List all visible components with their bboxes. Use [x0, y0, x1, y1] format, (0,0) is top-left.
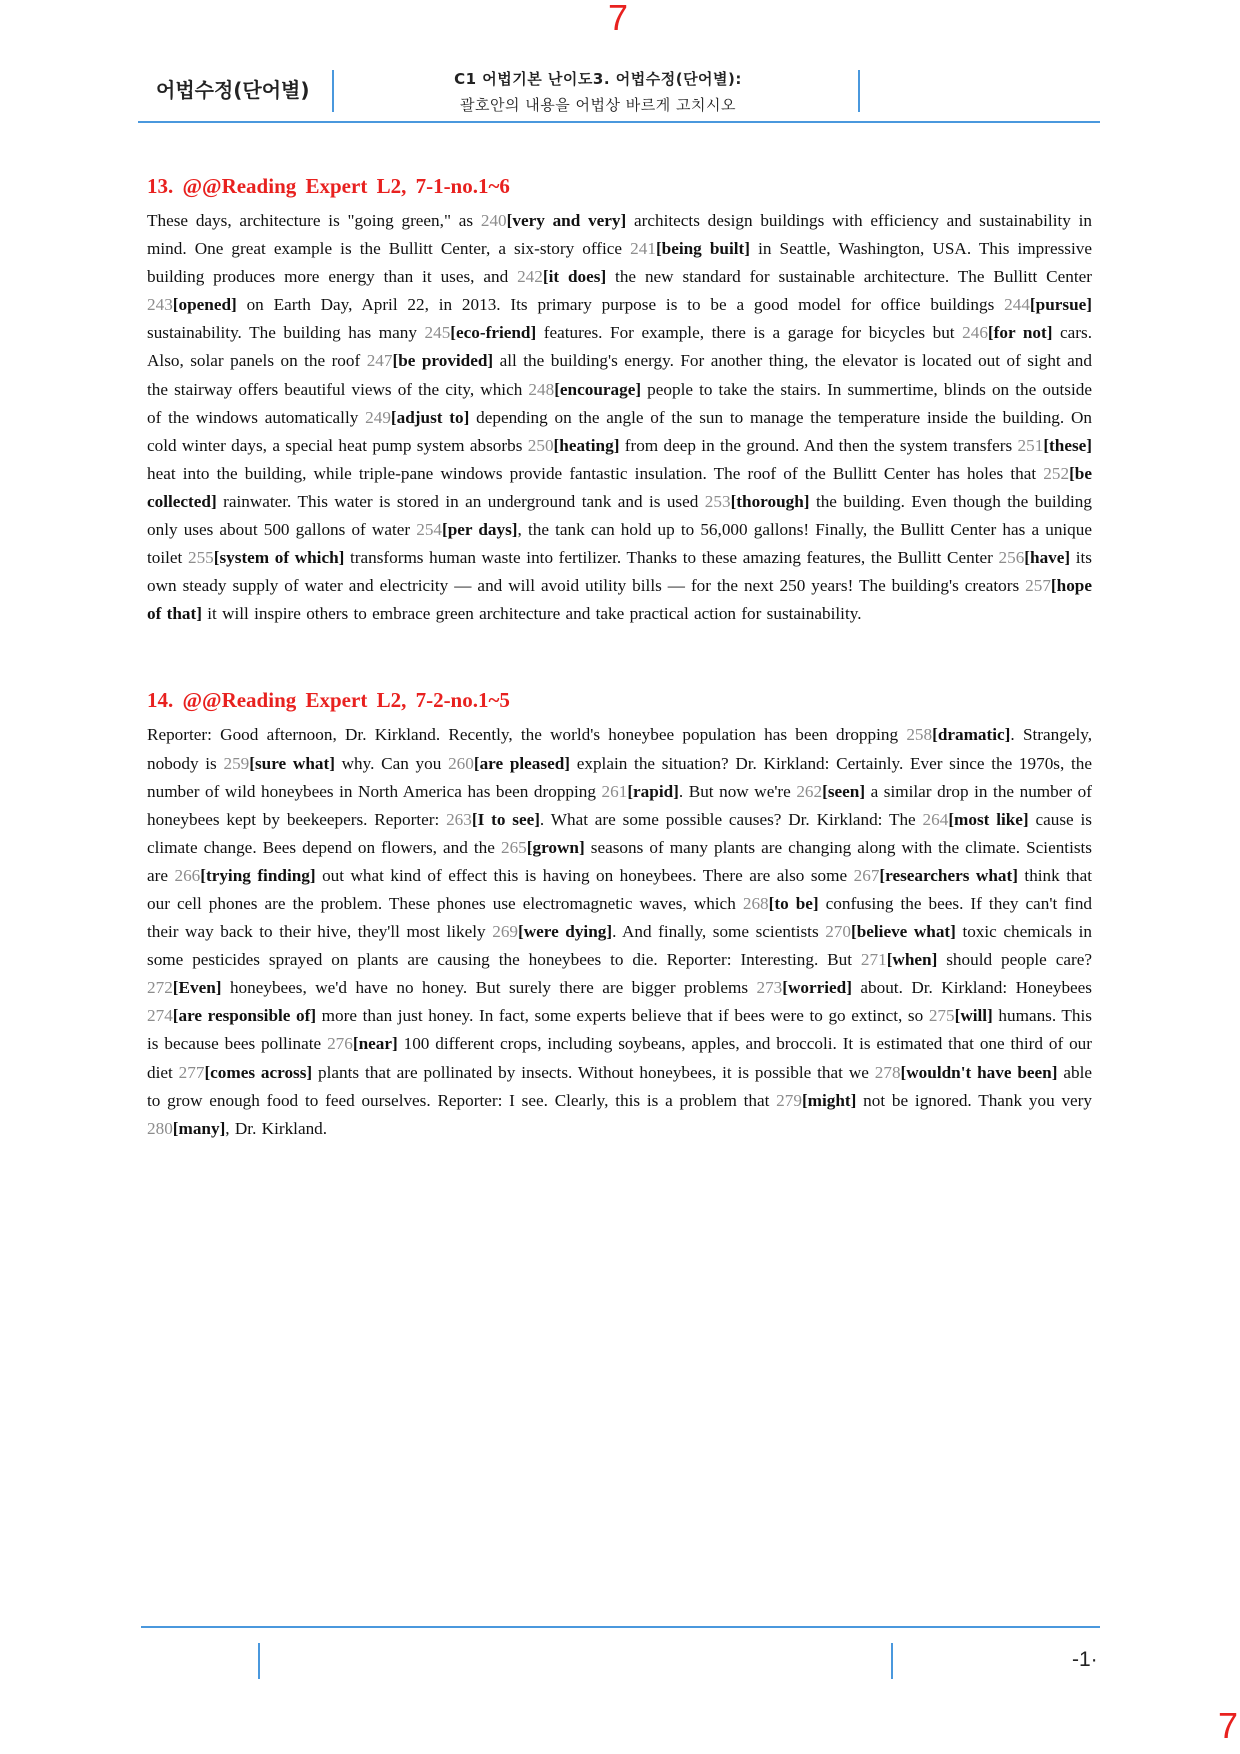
bracketed-answer-blank: [thorough] [730, 491, 810, 511]
page-number: -1· [1072, 1648, 1098, 1671]
passage-segment: cars. Also, solar panels on the roof [147, 323, 1092, 371]
passage-segment: should people care? [937, 950, 1092, 970]
question-number: 243 [147, 295, 173, 315]
footer-divider-left [258, 1643, 260, 1679]
question-number: 262 [796, 781, 823, 801]
question-number: 280 [147, 1118, 173, 1138]
bracketed-answer-blank: [pursue] [1029, 295, 1092, 315]
question-number: 272 [147, 978, 173, 998]
passage-segment: sustainability. The building has many [147, 323, 425, 343]
passage-segment: it will inspire others to embrace green architecture and take practical action for sustainability. [201, 604, 862, 624]
passage-segment: confusing the bees. If they can't find their way back to their hive, they'll most likely [147, 893, 1093, 942]
passage-segment: plants that are pollinated by insects. Without honeybees, it is possible that we [312, 1062, 875, 1082]
bracketed-answer-blank: [system of which] [213, 548, 345, 568]
bracketed-answer-blank: [near] [352, 1034, 398, 1054]
bracketed-answer-blank: [when] [886, 950, 938, 970]
bracketed-answer-blank: [are pleased] [473, 753, 571, 773]
bracketed-answer-blank: [sure what] [249, 753, 335, 773]
bracketed-answer-blank: [many] [172, 1118, 226, 1138]
bracketed-answer-blank: [Even] [172, 978, 222, 998]
bracketed-answer-blank: [be collected] [147, 463, 1092, 511]
question-number: 242 [517, 267, 543, 287]
question-number: 261 [601, 781, 628, 801]
passage-segment: its own steady supply of water and electricity — and will avoid utility bills — for the next 250 years! The building's creators [147, 548, 1092, 596]
bracketed-answer-blank: [adjust to] [390, 407, 470, 427]
question-number: 265 [500, 837, 527, 857]
question-number: 240 [480, 211, 507, 230]
main-content [147, 172, 1092, 1201]
bracketed-answer-blank: [eco-friend] [450, 323, 537, 343]
passage-segment: all the building's energy. For another thing, the elevator is located out of sight and the stairway offers beautiful views of the city, which [147, 351, 1092, 399]
question-number: 276 [327, 1034, 353, 1054]
passage-segment: able to grow enough food to feed ourselves. Reporter: I see. Clearly, this is a problem that [147, 1062, 1092, 1110]
section-title: 13. @@Reading Expert L2, 7-1-no.1~6 [147, 174, 510, 198]
passage-segment: transforms human waste into fertilizer. Thanks to these amazing features, the Bullitt Center [344, 548, 999, 568]
passage-segment: features. For example, there is a garage for bicycles but [536, 323, 963, 343]
question-number: 249 [365, 407, 391, 427]
bracketed-answer-blank: [it does] [542, 267, 607, 287]
bracketed-answer-blank: [opened] [172, 295, 237, 315]
passage-segment: from deep in the ground. And then the system transfers [619, 435, 1018, 455]
passage-segment: out what kind of effect this is having on honeybees. There are also some [315, 865, 854, 885]
bracketed-answer-blank: [might] [801, 1090, 857, 1110]
header-instructions [388, 66, 808, 118]
question-number: 255 [187, 548, 214, 568]
question-number: 247 [366, 351, 393, 371]
passage-text [147, 721, 1092, 1142]
passage-segment: cause is climate change. Bees depend on flowers, and the [147, 809, 1092, 857]
passage-segment: . And finally, some scientists [612, 922, 826, 942]
section-title: 14. @@Reading Expert L2, 7-2-no.1~5 [147, 688, 510, 713]
footer-rule [141, 1626, 1100, 1628]
bracketed-answer-blank: [most like] [948, 809, 1029, 829]
page-header [138, 62, 1100, 124]
bracketed-answer-blank: [grown] [526, 837, 585, 857]
passage-segment: the building. Even though the building only uses about 500 gallons of water [147, 491, 1092, 540]
passage-segment: . Strangely, nobody is [147, 725, 1092, 773]
passage-segment: , the tank can hold up to 56,000 gallons! Finally, the Bullitt Center has a unique toilet [147, 520, 1093, 568]
question-number: 277 [178, 1062, 205, 1082]
question-number: 260 [448, 753, 474, 773]
passage-segment: about. Dr. Kirkland: Honeybees [851, 978, 1092, 998]
question-number: 246 [962, 323, 988, 343]
bracketed-answer-blank: [comes across] [204, 1062, 313, 1082]
passage-segment: explain the situation? Dr. Kirkland: Certainly. Ever since the 1970s, the number of wild honeybees in North America has been dropping [147, 753, 1093, 801]
passage-segment: honeybees, we'd have no honey. But surely there are bigger problems [221, 978, 757, 998]
bracketed-answer-blank: [I to see] [471, 809, 540, 829]
passage-segment: depending on the angle of the sun to manage the temperature inside the building. On cold winter days, a special heat pump system absorbs [147, 407, 1092, 455]
passage-segment: in Seattle, Washington, USA. This impressive building produces more energy than it uses, and [147, 239, 1092, 287]
passage-segment: on Earth Day, April 22, in 2013. Its primary purpose is to be a good model for office buildings [236, 295, 1005, 315]
question-number: 241 [630, 239, 656, 259]
bracketed-answer-blank: [have] [1024, 548, 1071, 568]
passage-text [147, 207, 1092, 628]
bracketed-answer-blank: [be provided] [392, 351, 494, 371]
passage-segment: think that our cell phones are the problem. These phones use electromagnetic waves, which [147, 865, 1092, 913]
passage-segment: people to take the stairs. In summertime, blinds on the outside of the windows automatically [147, 379, 1092, 427]
passage-segment: not be ignored. Thank you very [856, 1090, 1093, 1110]
header-divider-left [332, 70, 334, 112]
passage-segment: . But now we're [678, 781, 797, 801]
question-number: 271 [860, 950, 887, 970]
question-number: 263 [446, 809, 472, 829]
passage-segment: . What are some possible causes? Dr. Kirkland: The [539, 809, 923, 829]
bracketed-answer-blank: [are responsible of] [172, 1006, 317, 1026]
question-section [147, 172, 1092, 628]
bracketed-answer-blank: [were dying] [518, 922, 613, 942]
question-number: 256 [998, 548, 1025, 568]
bracketed-answer-blank: [believe what] [850, 922, 956, 942]
question-number: 245 [424, 323, 451, 343]
bracketed-answer-blank: [wouldn't have been] [900, 1062, 1058, 1082]
bracketed-answer-blank: [very and very] [506, 211, 627, 230]
bracketed-answer-blank: [dramatic] [932, 725, 1011, 745]
passage-segment: why. Can you [334, 753, 449, 773]
instruction-line-1: C1 어법기본 난이도3. 어법수정(단어별): [454, 70, 742, 88]
question-number: 252 [1043, 463, 1070, 483]
passage-segment: These days, architecture is "going green," as [147, 211, 481, 230]
question-number: 273 [756, 978, 783, 998]
instruction-line-2: 괄호안의 내용을 어법상 바르게 고치시오 [460, 96, 736, 114]
bracketed-answer-blank: [heating] [553, 435, 620, 455]
question-number: 268 [742, 893, 769, 913]
question-number: 269 [492, 922, 518, 942]
passage-segment: humans. This is because bees pollinate [147, 1006, 1092, 1054]
bracketed-answer-blank: [these] [1043, 435, 1092, 455]
question-number: 257 [1025, 576, 1051, 596]
bracketed-answer-blank: [to be] [768, 893, 819, 913]
bracketed-answer-blank: [seen] [822, 781, 866, 801]
question-number: 248 [528, 379, 555, 399]
bracketed-answer-blank: [being built] [655, 239, 750, 259]
bracketed-answer-blank: [per days] [442, 520, 518, 540]
footer-divider-right [891, 1643, 893, 1679]
question-number: 274 [147, 1006, 173, 1026]
passage-segment: Reporter: Good afternoon, Dr. Kirkland. Recently, the world's honeybee population has been dropping [147, 725, 907, 745]
passage-segment: the new standard for sustainable architecture. The Bullitt Center [606, 267, 1092, 287]
question-number: 254 [416, 520, 442, 540]
passage-segment: rainwater. This water is stored in an underground tank and is used [216, 491, 705, 511]
header-divider-right [858, 70, 860, 112]
passage-segment: , Dr. Kirkland. [225, 1118, 328, 1138]
bracketed-answer-blank: [researchers what] [879, 865, 1018, 885]
passage-segment: 100 different crops, including soybeans, apples, and broccoli. It is estimated that one third of our diet [147, 1034, 1092, 1082]
passage-segment: architects design buildings with efficiency and sustainability in mind. One great example is the Bullitt Center, a six-story office [147, 211, 1092, 259]
passage-segment: seasons of many plants are changing along with the climate. Scientists are [147, 837, 1093, 885]
question-number: 267 [853, 865, 880, 885]
question-number: 266 [174, 865, 201, 885]
passage-segment: a similar drop in the number of honeybees kept by beekeepers. Reporter: [147, 781, 1092, 829]
page-marker-bottom: 7 [1218, 1705, 1239, 1746]
question-number: 278 [874, 1062, 901, 1082]
bracketed-answer-blank: [encourage] [554, 379, 642, 399]
question-number: 244 [1004, 295, 1030, 315]
bracketed-answer-blank: [for not] [987, 323, 1053, 343]
passage-segment: heat into the building, while triple-pane windows provide fantastic insulation. The roof of the Bullitt Center has holes that [147, 463, 1044, 483]
question-number: 250 [527, 435, 554, 455]
question-section [147, 686, 1092, 1142]
question-number: 258 [906, 725, 933, 745]
header-section-label: 어법수정(단어별) [156, 78, 310, 102]
bracketed-answer-blank: [will] [954, 1006, 993, 1026]
question-number: 275 [928, 1006, 955, 1026]
question-number: 264 [922, 809, 949, 829]
question-number: 279 [776, 1090, 802, 1110]
bracketed-answer-blank: [rapid] [627, 781, 679, 801]
bracketed-answer-blank: [trying finding] [200, 865, 316, 885]
question-number: 259 [223, 753, 250, 773]
question-number: 270 [825, 922, 851, 942]
page-marker-top: 7 [608, 0, 629, 38]
bracketed-answer-blank: [hope of that] [147, 576, 1092, 624]
question-number: 251 [1017, 435, 1044, 455]
question-number: 253 [704, 491, 731, 511]
header-rule [138, 121, 1100, 123]
passage-segment: toxic chemicals in some pesticides sprayed on plants are causing the honeybees to die. Reporter: Interesting. But [147, 922, 1093, 970]
passage-segment: more than just honey. In fact, some experts believe that if bees were to go extinct, so [316, 1006, 929, 1026]
bracketed-answer-blank: [worried] [782, 978, 852, 998]
